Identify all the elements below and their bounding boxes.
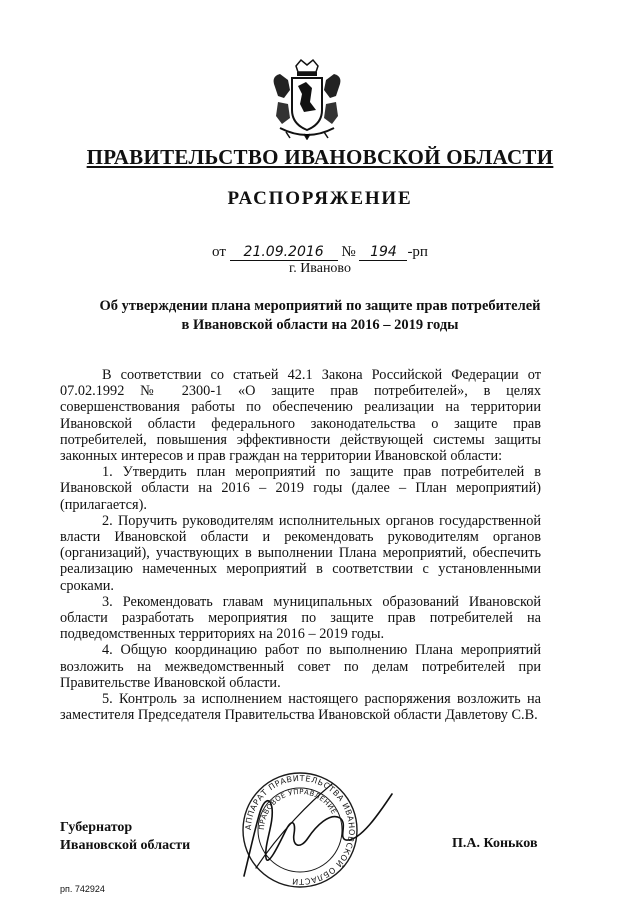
subject-line-2: в Ивановской области на 2016 – 2019 годы (181, 317, 459, 333)
document-body (60, 367, 541, 723)
signer-position-line-2: Ивановской области (60, 838, 191, 853)
date-prefix: от (212, 244, 226, 260)
body-paragraph-2: 2. Поручить руководителям исполнительных органов государственной власти Ивановской области и рекомендовать руководителям органов (организаций), участвующих в выполнении Плана мероприятий, обеспечить реализацию намеченных мероприятий в соответствии с установленными сроками. (60, 512, 541, 594)
number-prefix: № (341, 244, 356, 260)
body-paragraph-1: 1. Утвердить план мероприятий по защите прав потребителей в Ивановской области на 2016 – 2019 годы (далее – План мероприятий) (прилагается). (60, 464, 541, 513)
body-paragraph-3: 3. Рекомендовать главам муниципальных образований Ивановской области разработать мероприятия по защите прав потребителей на подведомственных территориях на 2016 – 2019 годы. (60, 593, 541, 643)
signer-position (60, 819, 190, 855)
order-date-number-line (60, 244, 580, 261)
city: г. Иваново (289, 261, 351, 276)
seal-outer-text: АППАРАТ ПРАВИТЕЛЬСТВА ИВАНОВСКОЙ ОБЛАСТИ (243, 773, 357, 887)
government-title: ПРАВИТЕЛЬСТВО ИВАНОВСКОЙ ОБЛАСТИ (86, 145, 554, 169)
body-paragraph-5: 5. Контроль за исполнением настоящего распоряжения возложить на заместителя Председателя Правительства Ивановской области Давлетову С.В. (60, 691, 541, 724)
body-paragraph-4: 4. Общую координацию работ по выполнению Плана мероприятий возложить на межведомственный совет по делам потребителей при Правительстве Ивановской области. (60, 642, 541, 691)
seal-inner-text: ПРАВОВОЕ УПРАВЛЕНИЕ (257, 787, 338, 831)
number-suffix: -рп (407, 244, 428, 260)
document-type-title: РАСПОРЯЖЕНИЕ (227, 188, 413, 209)
document-subject (66, 297, 574, 335)
signer-position-line-1: Губернатор (60, 820, 133, 835)
subject-line-1: Об утверждении плана мероприятий по защите прав потребителей (99, 298, 541, 314)
order-number: 194 (359, 244, 407, 261)
coat-of-arms-icon (268, 58, 346, 140)
signer-name: П.А. Коньков (452, 836, 538, 851)
order-date: 21.09.2016 (230, 244, 338, 261)
handwritten-signature (220, 772, 420, 882)
form-code: рп. 742924 (60, 884, 105, 894)
body-paragraph-preamble: В соответствии со статьей 42.1 Закона Российской Федерации от 07.02.1992 № 2300-1 «О защите прав потребителей», в целях совершенствования работы по обеспечению реализации на территории Ивановской области федерального законодательства о защите прав потребителей, повышения эффективности действующей системы защиты законных интересов и прав граждан на территории Ивановской области: (60, 367, 541, 465)
